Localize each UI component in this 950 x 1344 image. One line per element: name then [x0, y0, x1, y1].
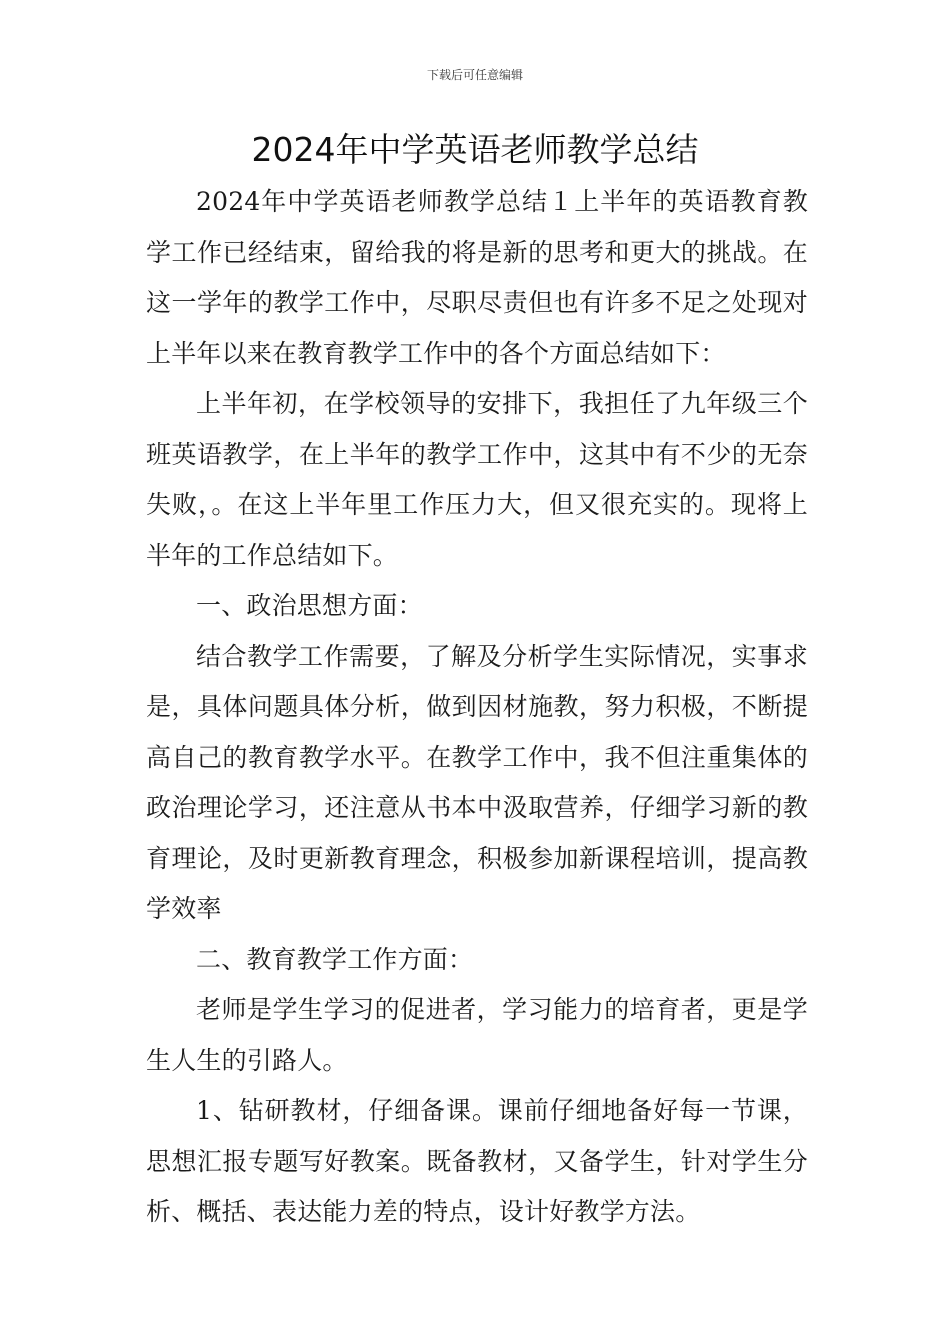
section-heading-political: 一、政治思想方面： — [196, 591, 423, 620]
paragraph-teacher-role: 老师是学生学习的促进者，学习能力的培育者，更是学生人生的引路人。 — [146, 995, 808, 1075]
paragraph-intro: 2024年中学英语老师教学总结１上半年的英语教育教学工作已经结束，留给我的将是新的思考和更大的挑战。在这一学年的教学工作中，尽职尽责但也有许多不足之处现对上半年以来在教育教学工作中的各个方面总结如下： — [146, 187, 808, 368]
document-title: 2024年中学英语老师教学总结 — [251, 130, 699, 169]
header-note: 下载后可任意编辑 — [426, 68, 523, 82]
section-heading-teaching: 二、教育教学工作方面： — [196, 944, 474, 974]
paragraph-political: 结合教学工作需要，了解及分析学生实际情况，实事求是，具体问题具体分析，做到因材施教，努力积极，不断提高自己的教育教学水平。在教学工作中，我不但注重集体的政治理论学习，还注意从书本中汲取营养，仔细学习新的教育理论，及时更新教育理念，积极参加新课程培训，提高教学效率 — [146, 641, 808, 923]
document-body — [146, 177, 808, 1238]
paragraph-assignment: 上半年初，在学校领导的安排下，我担任了九年级三个班英语教学，在上半年的教学工作中，这其中有不少的无奈失败，。在这上半年里工作压力大，但又很充实的。现将上半年的工作总结如下。 — [146, 389, 808, 570]
paragraph-lesson-prep: 1、钻研教材，仔细备课。课前仔细地备好每一节课，思想汇报专题写好教案。既备教材，又备学生，针对学生分析、概括、表达能力差的特点，设计好教学方法。 — [146, 1096, 808, 1226]
